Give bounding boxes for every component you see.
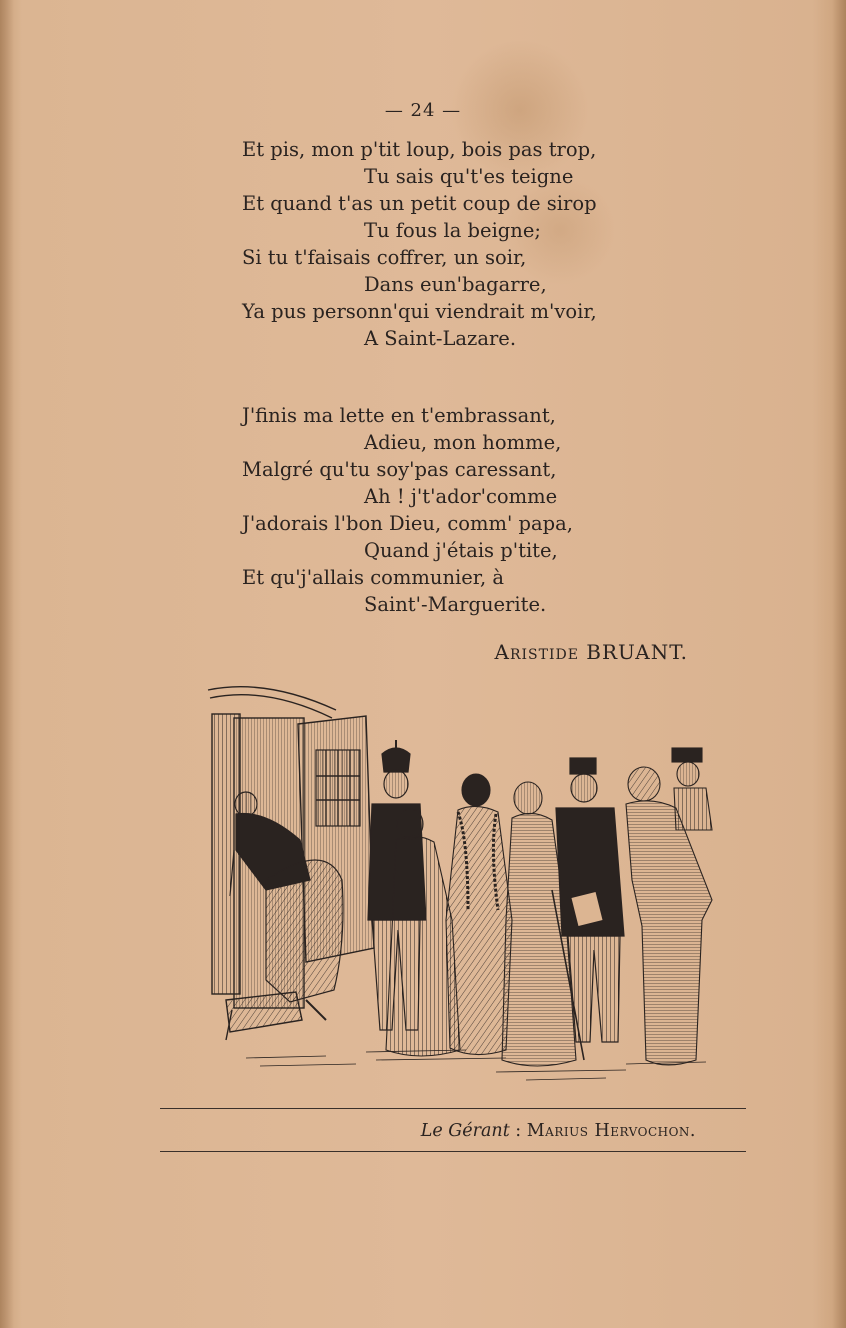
- figure-man-hat: [672, 748, 712, 830]
- poem-line: J'finis ma lette en t'embrassant,: [242, 404, 556, 427]
- poem-line: Dans eun'bagarre,: [364, 273, 547, 296]
- page-number: — 24 —: [384, 100, 462, 121]
- page-edge-left: [0, 0, 14, 1328]
- poem-line: Tu sais qu't'es teigne: [364, 165, 574, 188]
- poem-line: Adieu, mon homme,: [364, 431, 562, 454]
- poem-line: Et pis, mon p'tit loup, bois pas trop,: [242, 138, 597, 161]
- poem-line: Tu fous la beigne;: [364, 219, 541, 242]
- footer-rule-bottom: [160, 1151, 746, 1152]
- figure-woman-boa: [446, 774, 512, 1055]
- poem-line: Ya pus personn'qui viendrait m'voir,: [242, 300, 597, 323]
- gerant-label: Le Gérant: [420, 1121, 510, 1141]
- author-signature: [495, 640, 688, 664]
- poem-line: J'adorais l'bon Dieu, comm' papa,: [242, 512, 573, 535]
- poem-line: Quand j'étais p'tite,: [364, 539, 558, 562]
- poem-line: Et qu'j'allais communier, à: [242, 566, 504, 589]
- author-first-name: Aristide: [494, 640, 579, 664]
- poem-line: Ah ! j't'ador'comme: [364, 485, 558, 508]
- footer-rule-top: [160, 1108, 746, 1109]
- gerant-name: Marius Hervochon.: [526, 1121, 696, 1141]
- poem-line: Si tu t'faisais coffrer, un soir,: [242, 246, 527, 269]
- engraving-illustration: [206, 680, 720, 1092]
- poem-line: Saint'-Marguerite.: [364, 593, 547, 616]
- author-last-name: BRUANT.: [586, 640, 688, 664]
- poem-stanza-2: [242, 402, 722, 618]
- gerant-separator: :: [509, 1121, 527, 1141]
- poem-line: A Saint-Lazare.: [364, 327, 517, 350]
- poem-stanza-1: [242, 136, 722, 352]
- page-edge-right: [832, 0, 846, 1328]
- poem-line: Et quand t'as un petit coup de sirop: [242, 192, 597, 215]
- footer-gerant: [421, 1121, 696, 1141]
- poem-line: Malgré qu'tu soy'pas caressant,: [242, 458, 557, 481]
